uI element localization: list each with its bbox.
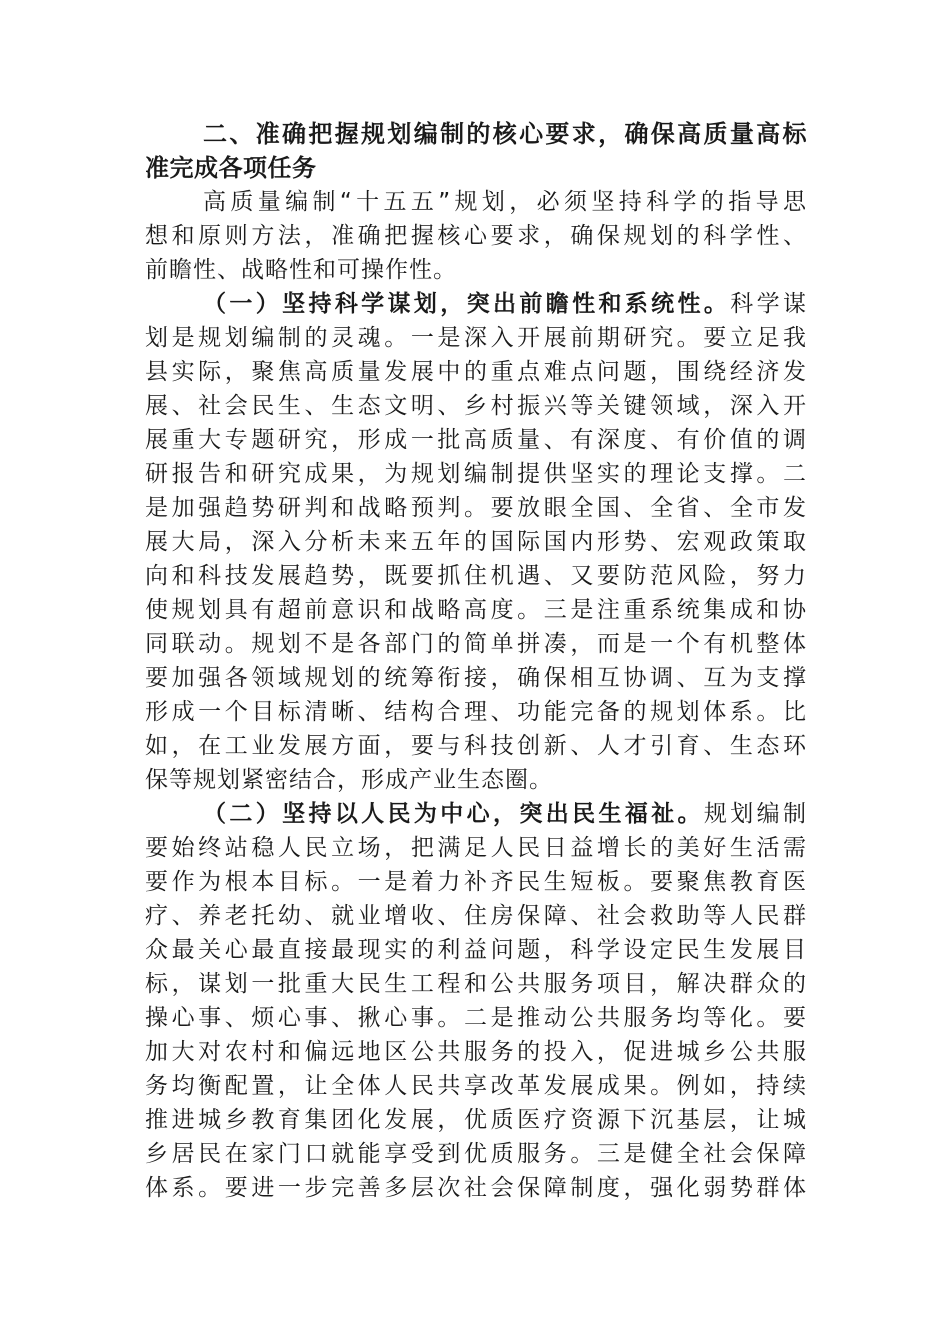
paragraph-first-line: [145, 797, 807, 831]
heading-line-1: 二、准确把握规划编制的核心要求，确保高质量高标: [203, 120, 807, 148]
paragraph-line: 想和原则方法，准确把握核心要求，确保规划的科学性、: [145, 223, 807, 249]
paragraph-line: 加大对农村和偏远地区公共服务的投入，促进城乡公共服: [145, 1039, 807, 1065]
paragraph-line: 乡居民在家门口就能享受到优质服务。三是健全社会保障: [145, 1141, 807, 1167]
paragraph-line: 是加强趋势研判和战略预判。要放眼全国、全省、全市发: [145, 495, 807, 521]
paragraph-line: 体系。要进一步完善多层次社会保障制度，强化弱势群体: [145, 1175, 807, 1201]
subsection-heading: （二）坚持以人民为中心，突出民生福祉。: [203, 801, 704, 827]
section-heading: [145, 117, 807, 185]
paragraph-line: 县实际，聚焦高质量发展中的重点难点问题，围绕经济发: [145, 359, 807, 385]
paragraph-text: 规划编制: [703, 801, 808, 827]
paragraph-line: 同联动。规划不是各部门的简单拼凑，而是一个有机整体: [145, 631, 807, 657]
paragraph-line: 研报告和研究成果，为规划编制提供坚实的理论支撑。二: [145, 461, 807, 487]
paragraph-first-line: [145, 287, 807, 321]
paragraph-line: 划是规划编制的灵魂。一是深入开展前期研究。要立足我: [145, 325, 807, 351]
paragraph-line: 要始终站稳人民立场，把满足人民日益增长的美好生活需: [145, 835, 807, 861]
paragraph-line: 展大局，深入分析未来五年的国际国内形势、宏观政策取: [145, 529, 807, 555]
paragraph-line: 保等规划紧密结合，形成产业生态圈。: [145, 767, 553, 793]
document-page: [145, 117, 807, 1205]
subsection-2-paragraph: [145, 797, 807, 1205]
subsection-heading: （一）坚持科学谋划，突出前瞻性和系统性。: [203, 291, 731, 317]
heading-line-2: 准完成各项任务: [145, 154, 317, 182]
paragraph-line: 务均衡配置，让全体人民共享改革发展成果。例如，持续: [145, 1073, 807, 1099]
paragraph-line: 标，谋划一批重大民生工程和公共服务项目，解决群众的: [145, 971, 807, 997]
subsection-1-paragraph: [145, 287, 807, 797]
paragraph-line: 展重大专题研究，形成一批高质量、有深度、有价值的调: [145, 427, 807, 453]
paragraph-line: 要加强各领域规划的统筹衔接，确保相互协调、互为支撑: [145, 665, 807, 691]
paragraph-text: 科学谋: [730, 291, 808, 317]
paragraph-line: 展、社会民生、生态文明、乡村振兴等关键领域，深入开: [145, 393, 807, 419]
paragraph-line: 推进城乡教育集团化发展，优质医疗资源下沉基层，让城: [145, 1107, 807, 1133]
paragraph-line: 高质量编制“十五五”规划，必须坚持科学的指导思: [203, 189, 807, 215]
intro-paragraph: [145, 185, 807, 287]
paragraph-line: 众最关心最直接最现实的利益问题，科学设定民生发展目: [145, 937, 807, 963]
paragraph-line: 形成一个目标清晰、结构合理、功能完备的规划体系。比: [145, 699, 807, 725]
paragraph-line: 操心事、烦心事、揪心事。二是推动公共服务均等化。要: [145, 1005, 807, 1031]
paragraph-line: 前瞻性、战略性和可操作性。: [145, 257, 457, 283]
paragraph-line: 如，在工业发展方面，要与科技创新、人才引育、生态环: [145, 733, 807, 759]
paragraph-line: 使规划具有超前意识和战略高度。三是注重系统集成和协: [145, 597, 807, 623]
paragraph-line: 疗、养老托幼、就业增收、住房保障、社会救助等人民群: [145, 903, 807, 929]
paragraph-line: 向和科技发展趋势，既要抓住机遇、又要防范风险，努力: [145, 563, 807, 589]
paragraph-line: 要作为根本目标。一是着力补齐民生短板。要聚焦教育医: [145, 869, 807, 895]
